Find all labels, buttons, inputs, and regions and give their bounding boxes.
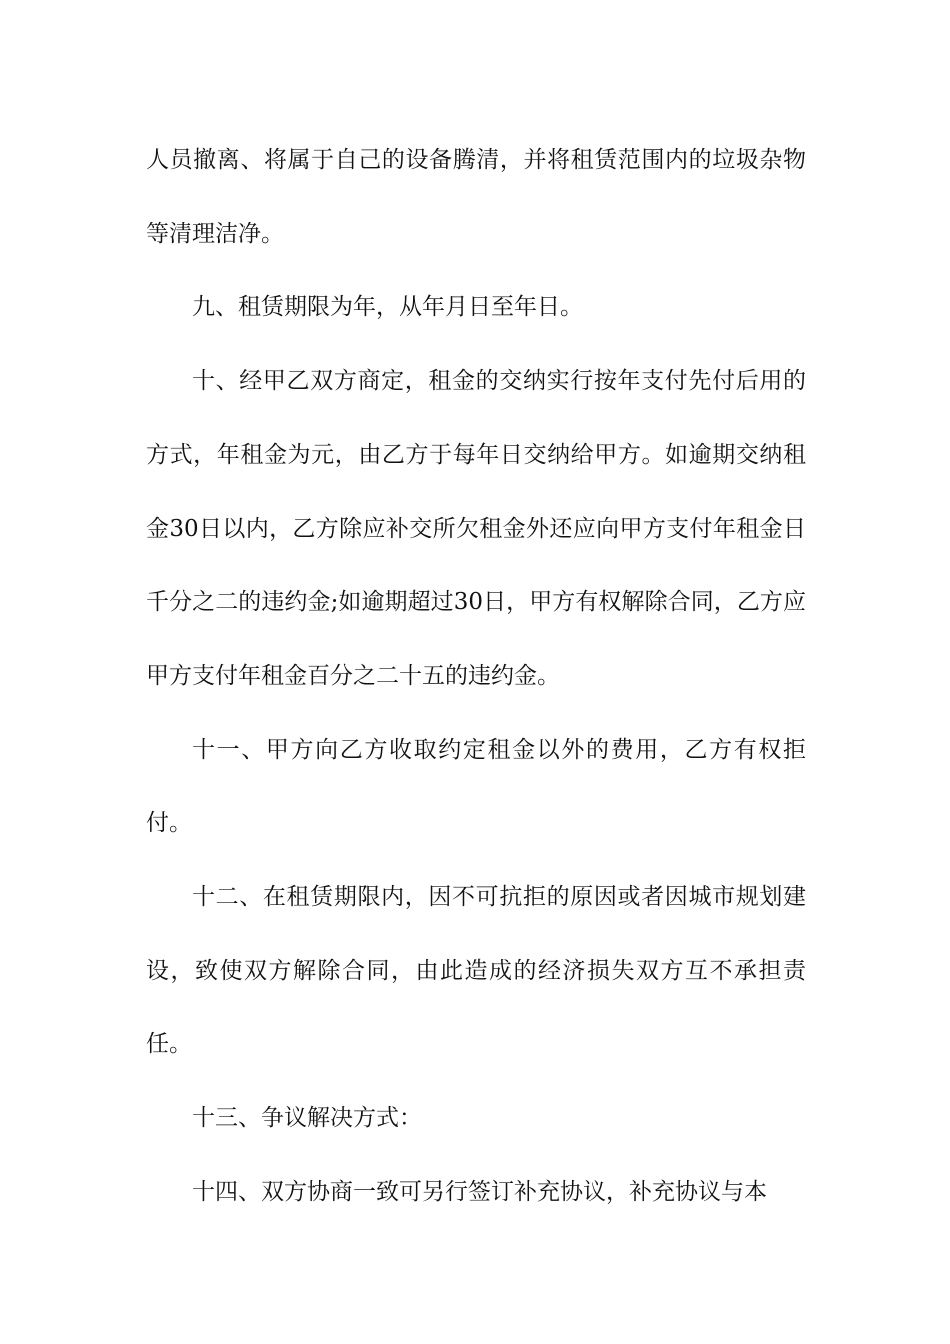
paragraph-clause-11: 十一、甲方向乙方收取约定租金以外的费用，乙方有权拒付。 — [146, 736, 806, 837]
paragraph-clause-9: 九、租赁期限为年，从年月日至年日。 — [192, 294, 583, 321]
paragraph-continuation: 人员撤离、将属于自己的设备腾清，并将租赁范围内的垃圾杂物等清理洁净。 — [146, 147, 806, 247]
paragraph-clause-12: 十二、在租赁期限内，因不可抗拒的原因或者因城市规划建设，致使双方解除合同，由此造成的经济损失双方互不承担责任。 — [146, 884, 806, 1058]
paragraph-clause-10: 十、经甲乙双方商定，租金的交纳实行按年支付先付后用的方式，年租金为元，由乙方于每年日交纳给甲方。如逾期交纳租金30日以内，乙方除应补交所欠租金外还应向甲方支付年租金日千分之二的违约金;如逾期超过30日，甲方有权解除合同，乙方应甲方支付年租金百分之二十五的违约金。 — [146, 368, 806, 689]
document-body — [146, 124, 806, 1230]
paragraph-clause-14: 十四、双方协商一致可另行签订补充协议，补充协议与本 — [192, 1178, 767, 1205]
paragraph-clause-13: 十三、争议解决方式： — [192, 1105, 422, 1132]
